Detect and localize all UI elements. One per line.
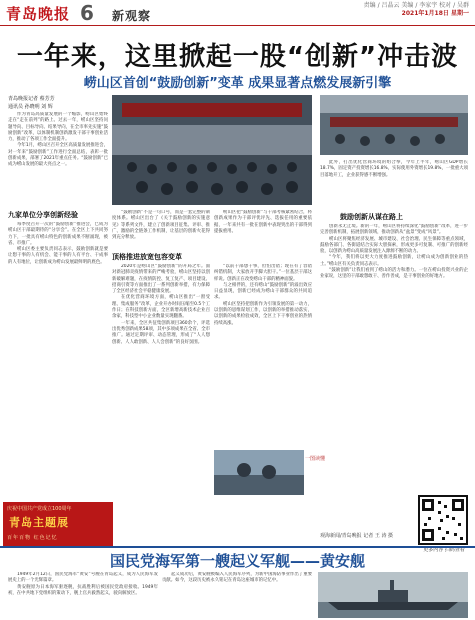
- issue-date: 2021年1月18日 星期一: [401, 10, 469, 17]
- section-title: 新观察: [112, 9, 152, 23]
- story2-column: [8, 572, 158, 618]
- article-lead: [8, 112, 108, 210]
- paragraph: 作为青岛高质量发展的一个缩影，崂山区始终走在“走在前列”的路上。过去一年，崂山区坚持问题导向、目标导向、结果导向，在全市率先实施“鼓励创新”改革，以体制机制创新激发干部干事创业活力，推动了各项工作全面提升。: [8, 112, 108, 143]
- paragraph: 起义成功后，黄安舰被编入人民海军序列，为新中国海防事业作出了重要贡献。如今，这段历史被永久铭记在青岛这座城市的记忆中。: [162, 572, 312, 584]
- paragraph: 在优化营商环境方面，崂山区推出“一窗受理、集成服务”改革，企业开办时间压缩至0.5个工作日；在科技创新方面，全区新增高新技术企业百余家，科技型中小企业数量实现翻番。: [112, 295, 210, 320]
- story2-column: [162, 572, 312, 618]
- banner-line-3: 百年百物 红色记忆: [7, 535, 58, 541]
- meeting-photo-graphic: [112, 95, 312, 205]
- main-subhead: 崂山区首创“鼓励创新”变革 成果显著点燃发展新引擎: [83, 76, 392, 91]
- section-heading: 顶格推进放宽包容变革: [112, 253, 182, 261]
- section-heading: 九家单位分享创新经验: [8, 211, 78, 219]
- news-photo-workers: [214, 450, 304, 495]
- ship-photo: [318, 572, 468, 618]
- story2-headline: 国民党海军第一艘起义军舰——黄安舰: [109, 552, 365, 570]
- paragraph: 2020年是崂山区“鼓励创新”的开局之年。面对新冠肺炎疫情带来的严峻考验，崂山区坚持以创新破解难题，在疫情防控、复工复产、项目建设、招商引资等方面推出了一系列创新举措，有力保障了全区经济社会平稳健康发展。: [112, 264, 210, 295]
- qr-code-icon: [420, 497, 466, 543]
- paragraph: 1949年2月12日，国民党海军“黄安”号舰在青岛起义，成为人民海军发展史上的一个光辉篇章。: [8, 572, 158, 584]
- paragraph: 创新永无止境。新的一年，崂山区将持续深化“鼓励创新”改革，进一步完善创新机制，拓展创新领域，推动创新从“盆景”变成“风景”。: [320, 224, 468, 236]
- banner-line-1: 庆祝中国共产党成立100周年: [7, 506, 72, 512]
- paragraph: 与之相伴的，还有崂山“鼓励创新”的溢出效应日益显现，创新已经成为崂山干部群众的共同追求。: [214, 282, 312, 301]
- news-photo-meeting: [112, 95, 312, 205]
- byline-correspondent: 通讯员 孙晓明 刘 辉: [8, 104, 53, 110]
- paragraph: “今年，我们将以更大力度推进鼓励创新，让崂山成为创新创业的热土。”崂山区有关负责同志表示。: [320, 255, 468, 267]
- newspaper-logo: 青岛晚报: [6, 5, 71, 23]
- banner-line-2: 青岛主题展: [9, 516, 69, 529]
- article-column: [214, 210, 312, 250]
- workers-photo-graphic: [214, 450, 304, 495]
- byline: [8, 95, 68, 111]
- paragraph: 崂山区把“鼓励创新”与干部考核紧密结合，将创新成果作为干部评优评先、选拔任用的重要依据，一年来共有一批在创新中表现突出的干部得到提拔重用。: [214, 210, 312, 234]
- anniversary-banner: [3, 502, 113, 547]
- article-column: [112, 264, 210, 474]
- main-headline: 一年来，这里掀起一股“创新”冲击波: [16, 42, 459, 72]
- news-photo-event: [320, 95, 468, 155]
- qr-code[interactable]: [418, 495, 468, 545]
- page-number: 6: [80, 1, 94, 25]
- photo-credit: 观海新闻/青岛晚报 记者 王 涛 摄: [320, 533, 394, 539]
- paragraph: 此外，打出优化营商环境的组合拳，今年上半年，崂山区GDP增长18.7%，固定资产投资增长16.8%，实际使用外资增长19.8%，一批重大项目落地开工，企业获得感不断增强。: [320, 160, 468, 178]
- qr-caption: 更多内容 扫码查看: [423, 547, 465, 553]
- article-column: [320, 224, 468, 489]
- article-column: [214, 264, 312, 449]
- byline-reporter: 青岛晚报记者 蔡芳芳: [8, 96, 55, 102]
- ship-photo-graphic: [318, 572, 468, 618]
- masthead: [0, 0, 475, 26]
- section-heading: 鼓励创新从谋在路上: [340, 213, 403, 221]
- paragraph: 一年来，全区共征集创新项目360余个，评选出优秀创新成果58项，其中多项成果在全省、全市推广。通过定期评审、动态管理，形成了“人人想创新、人人敢创新、人人会创新”的良好氛围。: [112, 320, 210, 345]
- paragraph: 黄安舰原为日本海军驱逐舰，抗战胜利后被国民党政府接收。1949年初，在中共地下党组织的策动下，舰上官兵毅然起义，驶向解放区。: [8, 584, 158, 596]
- paragraph: 今年1月，崂山区召开全区高质量发展推进会，对一年来“鼓励创新”工作进行全面总结，表彰一批创新成果，部署了2021年重点任务。“鼓励创新”已成为崂山发展的最大亮点之一。: [8, 143, 108, 168]
- paragraph: “鼓励创新”让我们看到了崂山的活力和潜力。一位在崂山投资兴业的企业家说，这里的干部敢想敢干、善作善成，是干事创业的好地方。: [320, 268, 468, 280]
- paragraph: “以前干部想干事，但怕出错；现在有了容错纠错机制，大家放开手脚大胆干。”一位基层干部这样说。创新正在改变崂山干部的精神面貌。: [214, 264, 312, 282]
- divider: [0, 546, 475, 548]
- paragraph: 崂山区将聚焦经济发展、城市建设、社会治理、民生保障等重点领域，鼓励各部门、各街道结合实际大胆探索，形成更多可复制、可推广的创新经验，以创新为崂山高质量发展注入源源不断的动力。: [320, 236, 468, 255]
- tag-label: 一图读懂: [305, 456, 326, 462]
- masthead-meta: [364, 2, 469, 18]
- paragraph: 崂山区委主要负责同志表示，鼓励创新就是要让想干事的人有机会、能干事的人有平台、干成事的人有地位，让创新成为崂山发展最鲜明的底色。: [8, 247, 108, 265]
- paragraph: 崂山区坚持把创新作为引领发展的第一动力，以创新的思维谋划工作，以创新的举措推动落实，以创新的成果检验成效，全区上下干事创业的热情持续高涨。: [214, 301, 312, 326]
- article-column: [320, 160, 468, 205]
- article-column: [112, 210, 210, 250]
- paragraph: “鼓励创新”不是一句口号，而是一套完整的制度体系。崂山区出台了《关于鼓励创新的实施意见》等系列文件，建立了创新项目征集、评审、推广、激励的全链条工作机制，让基层的创新火花得到充分释放。: [112, 210, 210, 241]
- article-column: [8, 222, 108, 474]
- paragraph: 每季度召开一次的“鼓励创新”推进会，已成为崂山区干部最期待的“分享会”。在全区上下共同努力下，一批具有崂山特色的创新成果不断涌现，被省、市推广。: [8, 222, 108, 246]
- editor-line: 责编 / 吕晶云 美编 / 李家宇 校对 / 吴群: [363, 2, 469, 9]
- event-photo-graphic: [320, 95, 468, 155]
